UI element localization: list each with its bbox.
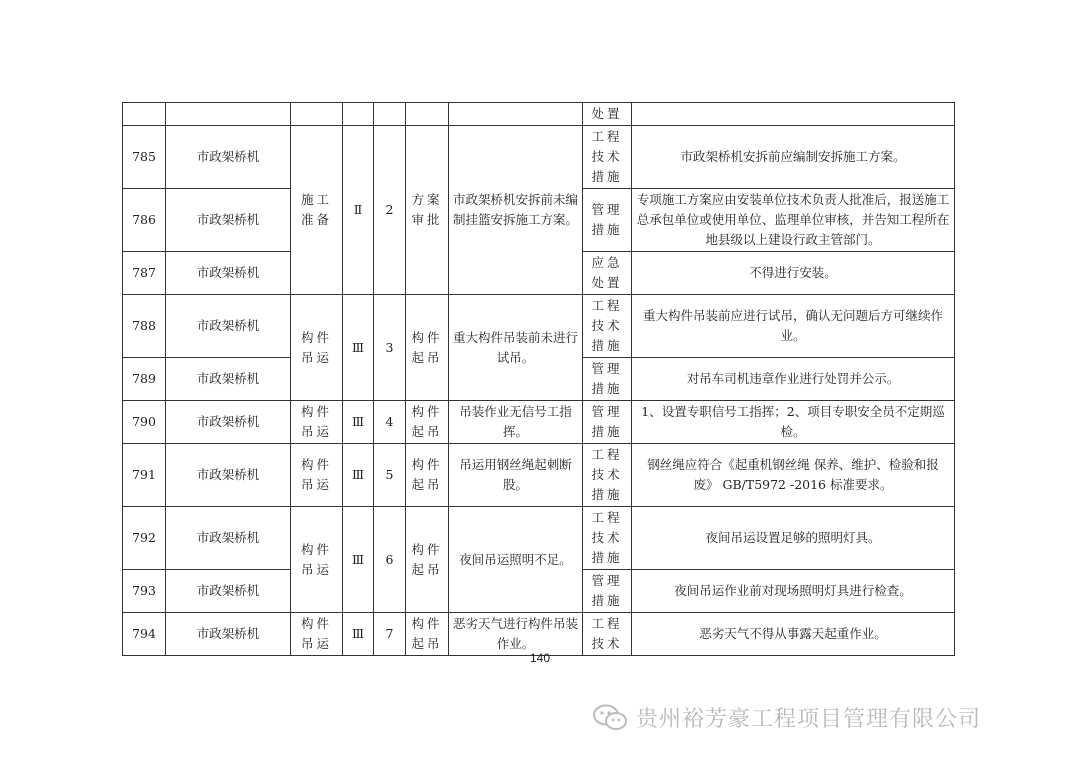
equipment-cell: 市政架桥机 [166, 401, 291, 444]
equipment-cell: 市政架桥机 [166, 295, 291, 358]
seq-cell: 2 [374, 126, 406, 295]
hazard-cell: 市政架桥机安拆前未编制挂篮安拆施工方案。 [449, 126, 583, 295]
measure-cell: 对吊车司机违章作业进行处罚并公示。 [632, 358, 955, 401]
equipment-cell: 市政架桥机 [166, 613, 291, 656]
equipment-cell: 市政架桥机 [166, 507, 291, 570]
row-number: 789 [123, 358, 166, 401]
row-number: 793 [123, 570, 166, 613]
equipment-cell: 市政架桥机 [166, 126, 291, 189]
category-cell: 构件起吊 [406, 507, 449, 613]
hazard-cell: 吊运用钢丝绳起刺断股。 [449, 444, 583, 507]
row-number: 788 [123, 295, 166, 358]
seq-cell: 3 [374, 295, 406, 401]
watermark [592, 700, 981, 734]
category-cell: 构件起吊 [406, 401, 449, 444]
measure-type-cell: 工程技术措施 [583, 126, 632, 189]
measure-cell: 市政架桥机安拆前应编制安拆施工方案。 [632, 126, 955, 189]
stage-cell: 构件吊运 [291, 444, 343, 507]
measure-type-cell: 工程技术措施 [583, 507, 632, 570]
hazard-cell: 夜间吊运照明不足。 [449, 507, 583, 613]
measure-cell: 1、设置专职信号工指挥；2、项目专职安全员不定期巡检。 [632, 401, 955, 444]
table-row [123, 401, 955, 444]
stage-cell: 构件吊运 [291, 295, 343, 401]
equipment-cell: 市政架桥机 [166, 570, 291, 613]
seq-cell: 4 [374, 401, 406, 444]
measure-cell: 钢丝绳应符合《起重机钢丝绳 保养、维护、检验和报废》 GB/T5972 -2016 标准要求。 [632, 444, 955, 507]
row-number: 785 [123, 126, 166, 189]
measure-cell: 不得进行安装。 [632, 252, 955, 295]
category-cell: 构件起吊 [406, 444, 449, 507]
stage-cell: 施工准备 [291, 126, 343, 295]
category-cell: 构件起吊 [406, 613, 449, 656]
level-cell: Ⅱ [343, 126, 374, 295]
equipment-cell: 市政架桥机 [166, 444, 291, 507]
category-cell: 构件起吊 [406, 295, 449, 401]
level-cell: Ⅲ [343, 401, 374, 444]
level-cell: Ⅲ [343, 507, 374, 613]
measure-type-cell: 应急处置 [583, 252, 632, 295]
hazard-table [122, 102, 955, 656]
row-number: 794 [123, 613, 166, 656]
wechat-icon [592, 703, 628, 731]
measure-type-cell: 工程技术措施 [583, 295, 632, 358]
stage-cell: 构件吊运 [291, 507, 343, 613]
row-number: 791 [123, 444, 166, 507]
table-row [123, 103, 955, 126]
equipment-cell: 市政架桥机 [166, 189, 291, 252]
measure-type-cell: 处置 [583, 103, 632, 126]
level-cell: Ⅲ [343, 444, 374, 507]
measure-type-cell: 工程技术 [583, 613, 632, 656]
level-cell: Ⅲ [343, 295, 374, 401]
measure-type-cell: 管理措施 [583, 401, 632, 444]
row-number: 787 [123, 252, 166, 295]
watermark-text: 贵州裕芳豪工程项目管理有限公司 [636, 706, 982, 732]
hazard-cell: 重大构件吊装前未进行试吊。 [449, 295, 583, 401]
row-number: 790 [123, 401, 166, 444]
table-row [123, 126, 955, 189]
measure-cell: 专项施工方案应由安装单位技术负责人批准后，报送施工总承包单位或使用单位、监理单位审核，并告知工程所在地县级以上建设行政主管部门。 [632, 189, 955, 252]
measure-type-cell: 管理措施 [583, 189, 632, 252]
measure-cell: 恶劣天气不得从事露天起重作业。 [632, 613, 955, 656]
page-number: 140 [529, 651, 551, 665]
measure-cell: 重大构件吊装前应进行试吊，确认无问题后方可继续作业。 [632, 295, 955, 358]
seq-cell: 7 [374, 613, 406, 656]
table-row [123, 295, 955, 358]
stage-cell: 构件吊运 [291, 613, 343, 656]
seq-cell: 5 [374, 444, 406, 507]
measure-type-cell: 工程技术措施 [583, 444, 632, 507]
seq-cell: 6 [374, 507, 406, 613]
hazard-cell: 吊装作业无信号工指挥。 [449, 401, 583, 444]
measure-cell: 夜间吊运设置足够的照明灯具。 [632, 507, 955, 570]
equipment-cell: 市政架桥机 [166, 252, 291, 295]
equipment-cell: 市政架桥机 [166, 358, 291, 401]
table-row [123, 613, 955, 656]
stage-cell: 构件吊运 [291, 401, 343, 444]
table-row [123, 507, 955, 570]
category-cell: 方案审批 [406, 126, 449, 295]
hazard-cell: 恶劣天气进行构件吊装作业。 [449, 613, 583, 656]
measure-cell: 夜间吊运作业前对现场照明灯具进行检查。 [632, 570, 955, 613]
row-number: 786 [123, 189, 166, 252]
measure-type-cell: 管理措施 [583, 570, 632, 613]
row-number: 792 [123, 507, 166, 570]
table-row [123, 444, 955, 507]
measure-type-cell: 管理措施 [583, 358, 632, 401]
level-cell: Ⅲ [343, 613, 374, 656]
